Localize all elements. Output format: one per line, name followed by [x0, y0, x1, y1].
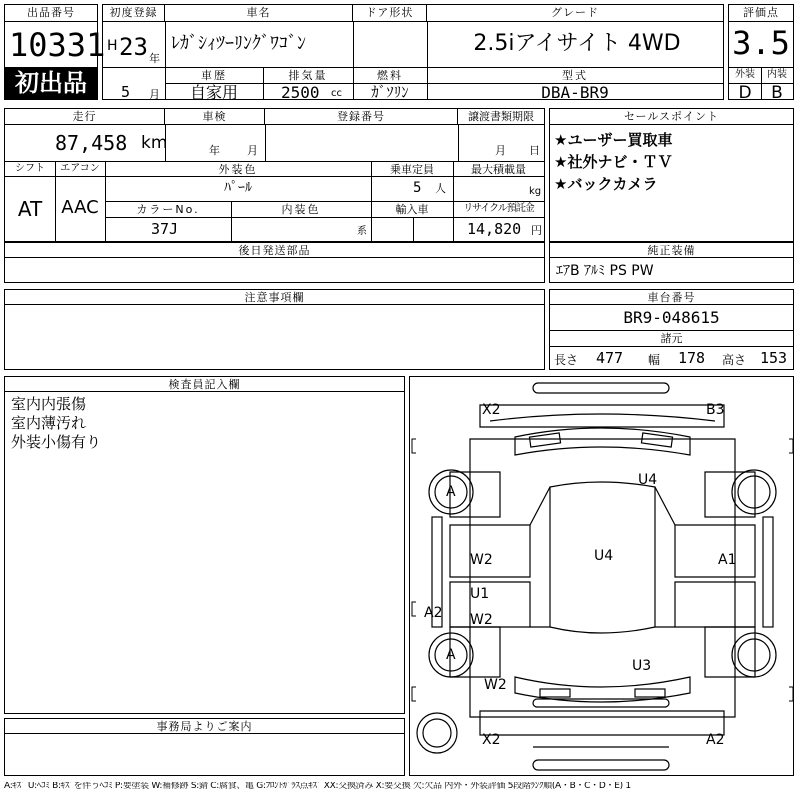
- displacement-label: 排気量: [288, 69, 328, 82]
- mark-x2-bottom: X2: [482, 732, 501, 748]
- interior-grade: B: [771, 83, 783, 103]
- length: 477: [596, 349, 624, 367]
- mileage: 87,458: [55, 131, 128, 155]
- later-parts-box: [4, 242, 545, 283]
- header-main: [102, 4, 724, 100]
- mark-x2-top: X2: [482, 402, 501, 418]
- recycle-label: リサイクル預託金: [463, 203, 534, 214]
- mark-u4-mid: U4: [594, 548, 614, 564]
- mark-u1: U1: [470, 586, 490, 602]
- inspection-year-unit: 年: [209, 144, 220, 157]
- max-load-label: 最大積載量: [471, 163, 526, 176]
- sales-point-1: ★ユーザー買取車: [554, 131, 673, 149]
- mark-w2-left: W2: [470, 552, 493, 568]
- grade: 2.5iアイサイト 4WD: [473, 31, 681, 56]
- inspector-note-3: 外装小傷有り: [11, 433, 102, 451]
- office-box: [4, 718, 405, 776]
- first-reg-month: 5: [121, 83, 131, 101]
- score-box: [728, 4, 794, 103]
- capacity-label: 乗車定員: [390, 163, 434, 176]
- exterior-label: 外装: [735, 69, 755, 80]
- history: 自家用: [189, 83, 238, 102]
- notes-label: 注意事項欄: [5, 290, 544, 305]
- shift: AT: [17, 197, 43, 221]
- interior-label: 内装: [767, 69, 787, 80]
- sales-points-label: セールスポイント: [550, 109, 793, 125]
- ext-color: ﾊﾟｰﾙ: [224, 180, 252, 196]
- recycle-unit: 円: [531, 224, 542, 237]
- score-label: 評価点: [729, 5, 793, 22]
- genuine-box: [549, 242, 794, 283]
- mark-b3: B3: [706, 402, 725, 418]
- recycle: 14,820: [467, 220, 522, 238]
- capacity: 5: [413, 180, 422, 196]
- mark-a-left-top: A: [446, 484, 456, 500]
- int-color-label: 内装色: [281, 203, 321, 216]
- legend: A:ｷｽﾞ U:ﾍｺﾐ B:ｷｽﾞを伴うﾍｺﾐ P:要塗装 W:補修跡 S:錆 C:腐食、亀 G:ﾌﾛﾝﾄｶﾞﾗｽ点ｷｽﾞ XX:交換済み X:要交換 欠:欠品 内外・外装評価 5段階ﾗﾝｸ順(A・B・C・D・E) 1: [4, 782, 631, 791]
- genuine-equipment: ｴｱB ｱﾙﾐ PS PW: [556, 263, 654, 279]
- chassis-box: [549, 289, 794, 370]
- mark-u4-top: U4: [638, 472, 658, 488]
- inspector-note-1: 室内内張傷: [11, 395, 87, 413]
- color-no: 37J: [151, 220, 179, 238]
- capacity-unit: 人: [435, 182, 446, 195]
- score: 3.5: [732, 24, 790, 62]
- model: DBA-BR9: [541, 83, 609, 102]
- dims-label: 諸元: [660, 332, 683, 345]
- import-label: 輸入車: [395, 203, 429, 216]
- inspection-label: 車検: [165, 109, 265, 125]
- new-listing-badge: 初出品: [5, 67, 97, 99]
- later-parts-label: 後日発送部品: [5, 243, 544, 258]
- first-reg-year: 23: [119, 33, 148, 61]
- displacement: 2500: [281, 83, 320, 102]
- mark-u3: U3: [632, 658, 652, 674]
- chassis-label: 車台番号: [550, 290, 793, 305]
- sales-points-box: [549, 108, 794, 242]
- genuine-label: 純正装備: [550, 243, 793, 258]
- year-unit: 年: [149, 52, 160, 65]
- model-label: 型式: [562, 69, 588, 82]
- grade-label: グレード: [427, 5, 723, 22]
- mark-a1: A1: [718, 552, 737, 568]
- inspection-month-unit: 月: [247, 144, 258, 157]
- details-box: [4, 108, 545, 242]
- height-label: 高さ: [722, 353, 747, 367]
- chassis-number: BR9-048615: [623, 308, 720, 327]
- inspector-label: 検査員記入欄: [5, 377, 404, 392]
- mileage-unit: km: [141, 133, 168, 153]
- aircon-label: エアコン: [60, 163, 100, 174]
- transfer-day-unit: 日: [529, 144, 540, 157]
- shift-label: シフト: [15, 163, 45, 174]
- lot-label: 出品番号: [5, 5, 97, 22]
- sales-point-2: ★社外ナビ・ＴＶ: [554, 153, 673, 171]
- displacement-unit: cc: [331, 88, 342, 99]
- registration-label: 登録番号: [265, 109, 458, 125]
- history-label: 車歴: [201, 69, 227, 82]
- transfer-deadline-label: 譲渡書類期限: [458, 109, 544, 125]
- mark-a2-bottom: A2: [706, 732, 725, 748]
- height: 153: [760, 349, 788, 367]
- transfer-month-unit: 月: [495, 144, 506, 157]
- mark-w2-left2: W2: [470, 612, 493, 628]
- aircon: AAC: [61, 197, 99, 218]
- month-unit: 月: [149, 88, 160, 101]
- fuel: ｶﾞｿﾘﾝ: [371, 83, 409, 101]
- mark-w2-bottom: W2: [484, 677, 507, 693]
- length-label: 長さ: [554, 353, 579, 367]
- inspector-note-2: 室内薄汚れ: [11, 414, 87, 432]
- lot-number: 10331: [9, 26, 106, 64]
- notes-box: [4, 289, 545, 370]
- max-load-unit: kg: [529, 186, 542, 197]
- era: H: [107, 38, 118, 54]
- fuel-label: 燃料: [377, 69, 403, 82]
- width-label: 幅: [648, 353, 661, 367]
- car-diagram: [409, 376, 794, 776]
- width: 178: [678, 349, 706, 367]
- mark-a2-left: A2: [424, 605, 443, 621]
- first-reg-label: 初度登録: [103, 5, 165, 22]
- car-diagram-svg: [410, 377, 794, 776]
- car-name: ﾚｶﾞｼｨﾂｰﾘﾝｸﾞﾜｺﾞﾝ: [171, 33, 306, 54]
- exterior-grade: D: [738, 83, 752, 103]
- ext-color-label: 外装色: [218, 163, 258, 176]
- car-name-label: 車名: [165, 5, 353, 22]
- lot-box: [4, 4, 106, 100]
- sales-point-3: ★バックカメラ: [554, 175, 658, 193]
- int-color-unit: 系: [357, 226, 367, 237]
- inspector-box: [4, 376, 405, 714]
- color-no-label: カラーNo.: [136, 203, 200, 216]
- mark-a-left-bottom: A: [446, 647, 456, 663]
- mileage-label: 走行: [5, 109, 165, 125]
- office-label: 事務局よりご案内: [5, 719, 404, 734]
- door-label: ドア形状: [353, 5, 427, 22]
